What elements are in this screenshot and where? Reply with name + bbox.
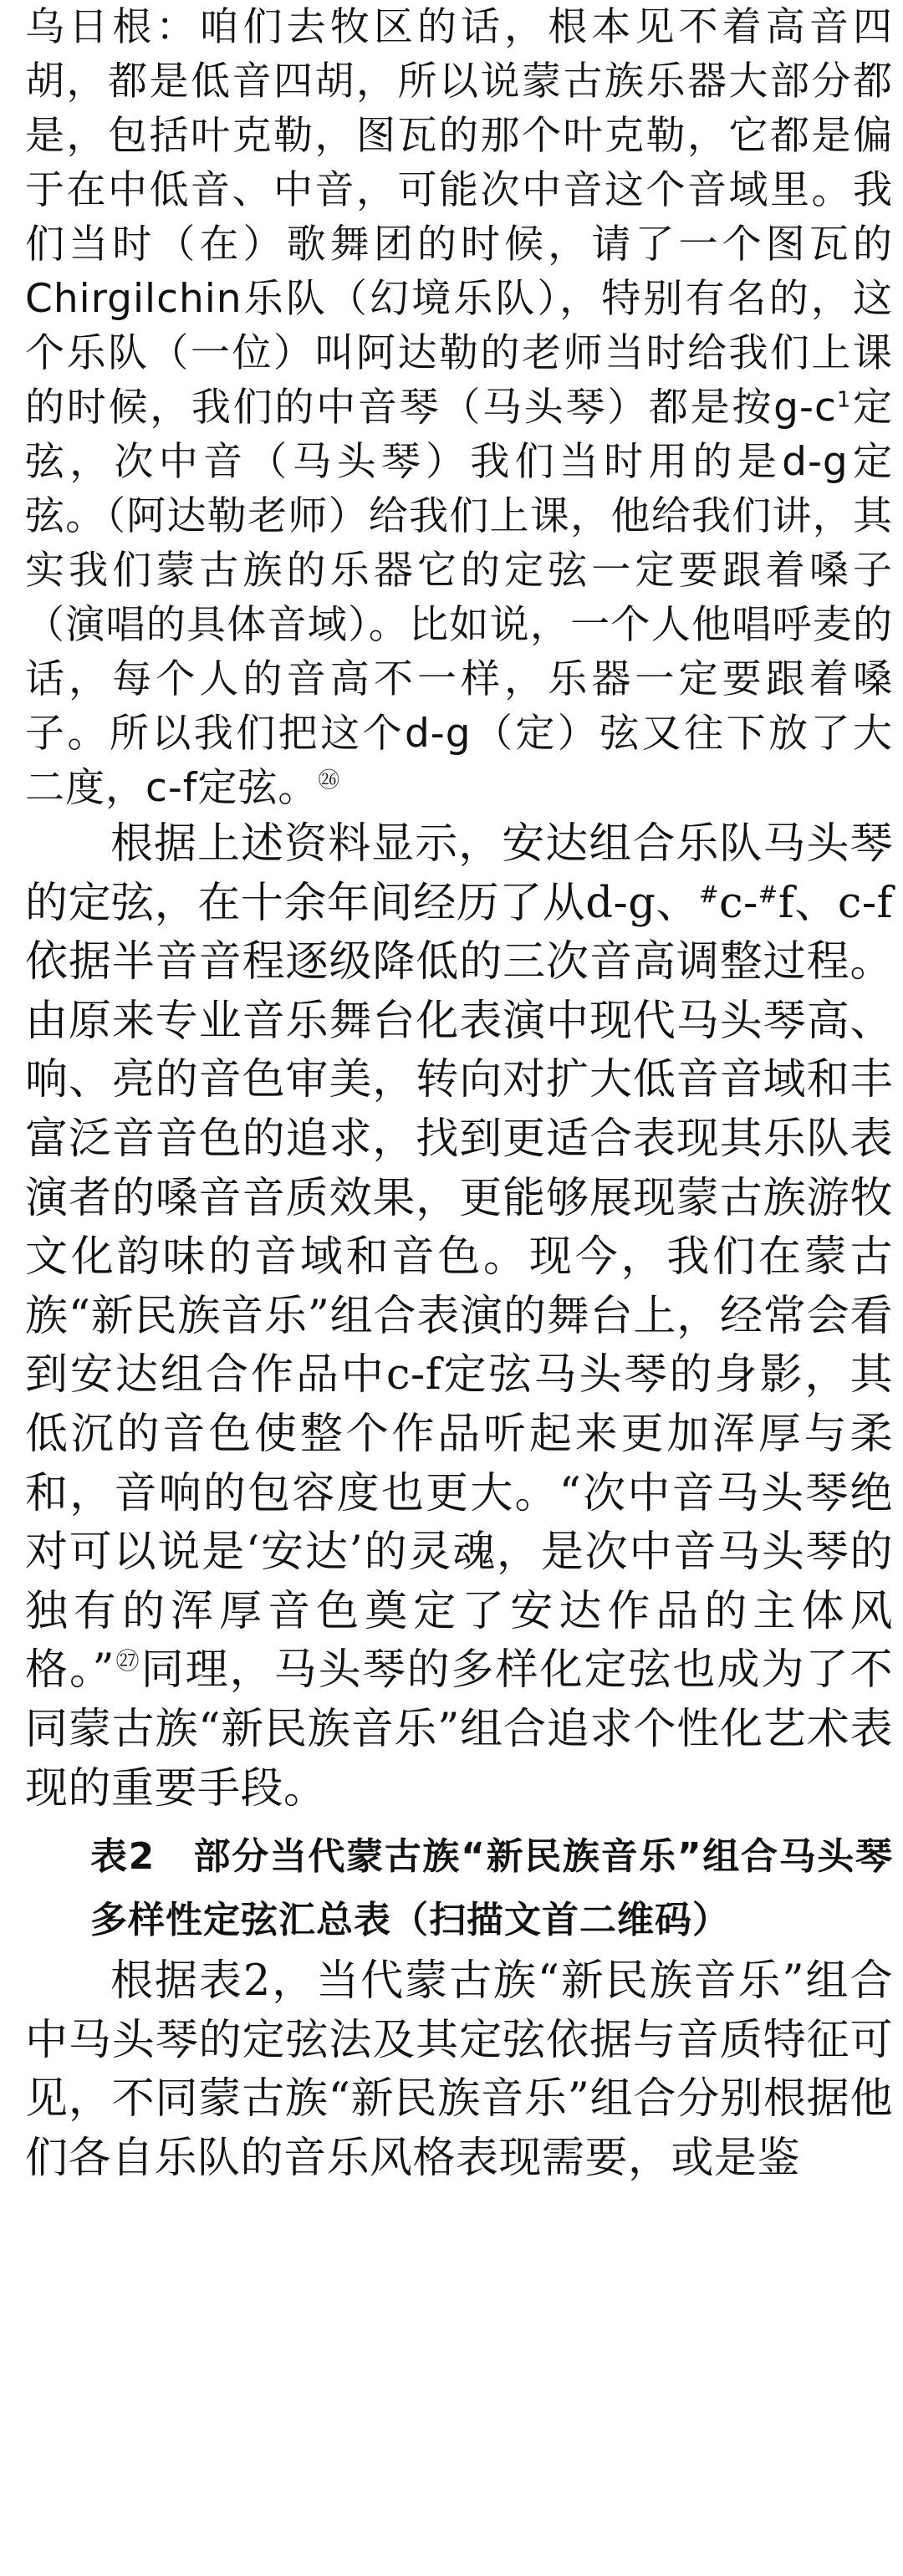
paragraph-text: 同理，马头琴的多样化定弦也成为了不同蒙古族“新民族音乐”组合追求个性化艺术表现的重要手段。 <box>25 1645 893 1813</box>
tuning-superscript: 1 <box>836 387 852 413</box>
table-caption: 表2 部分当代蒙古族“新民族音乐”组合马头琴多样性定弦汇总表（扫描文首二维码） <box>90 1835 893 1942</box>
footnote-marker-26[interactable]: ㉖ <box>318 768 341 793</box>
sharp-sign: # <box>698 880 719 908</box>
quote-text-continued: 定弦，次中音（马头琴）我们当时用的是d-g定弦。（阿达勒老师）给我们上课，他给我们讲，其实我们蒙古族的乐器它的定弦一定要跟着嗓子（演唱的具体音域）。比如说，一个人他唱呼麦的话，每个人的音高不一样，乐器一定要跟着嗓子。所以我们把这个d-g（定）弦又往下放了大二度，c-f定弦。 <box>25 385 893 811</box>
quote-speaker: 乌日根： <box>25 4 200 50</box>
quote-text: 咱们去牧区的话，根本见不着高音四胡，都是低音四胡，所以说蒙古族乐器大部分都是，包括叶克勒，图瓦的那个叶克勒，它都是偏于在中低音、中音，可能次中音这个音域里。我们当时（在）歌舞团的时候，请了一个图瓦的Chirgilchin乐队（幻境乐队），特别有名的，这个乐队（一位）叫阿达勒的老师当时给我们上课的时候，我们的中音琴（马头琴）都是按g-c <box>25 4 893 431</box>
body-paragraph-1 <box>25 815 893 1819</box>
paragraph-text: f、c-f依据半音音程逐级降低的三次音高调整过程。由原来专业音乐舞台化表演中现代马头琴高、响、亮的音色审美，转向对扩大低音音域和丰富泛音音色的追求，找到更适合表现其乐队表演者的嗓音音质效果，更能够展现蒙古族游牧文化韵味的音域和音色。现今，我们在蒙古族“新民族音乐”组合表演的舞台上，经常会看到安达组合作品中c-f定弦马头琴的身影，其低沉的音色使整个作品听起来更加浑厚与柔和，音响的包容度也更大。“次中音马头琴绝对可以说是‘安达’的灵魂，是次中音马头琴的独有的浑厚音色奠定了安达作品的主体风格。” <box>25 878 893 1696</box>
interview-quote <box>25 0 893 815</box>
paragraph-text: c- <box>719 878 758 928</box>
footnote-marker-27[interactable]: ㉗ <box>115 1647 141 1676</box>
sharp-sign: # <box>758 880 778 908</box>
body-paragraph-2: 根据表2，当代蒙古族“新民族音乐”组合中马头琴的定弦法及其定弦依据与音质特征可见，不同蒙古族“新民族音乐”组合分别根据他们各自乐队的音乐风格表现需要，或是鉴 <box>25 1956 893 2183</box>
paragraph-text: 根据上述资料显示，安达组合乐队马头琴的定弦，在十余年间经历了从d-g、 <box>25 819 893 928</box>
